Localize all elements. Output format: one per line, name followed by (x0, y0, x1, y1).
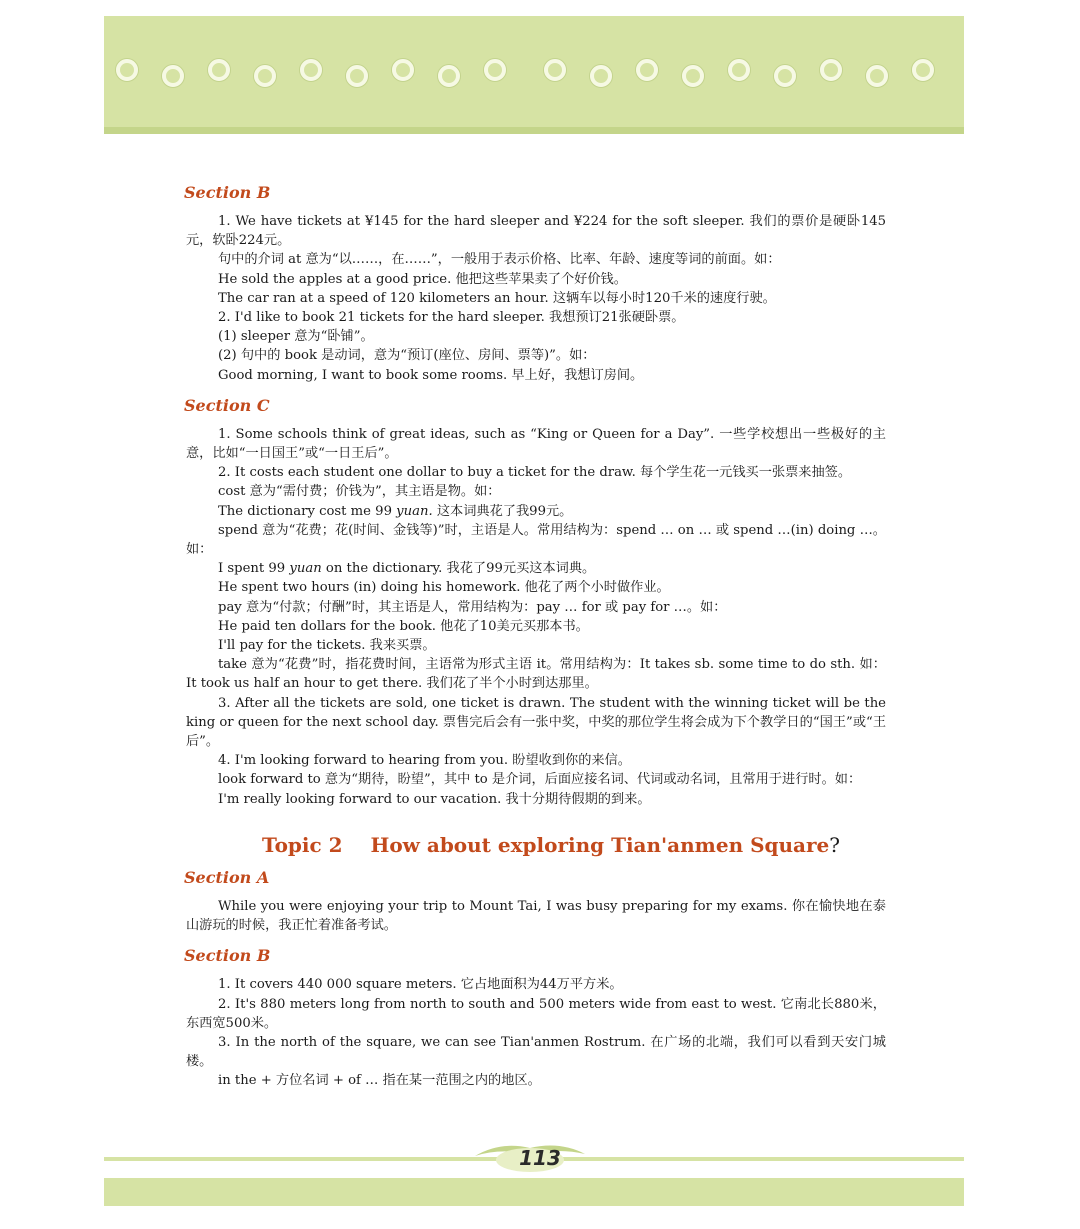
header-divider (104, 127, 964, 134)
example-sentence: Good morning, I want to book some rooms. 早上好，我想订房间。 (218, 367, 644, 383)
topic-label: Topic 2 (262, 832, 343, 857)
example-sentence: He spent two hours (in) doing his homework. 他花了两个小时做作业。 (218, 580, 670, 596)
paragraph: 1. It covers 440 000 square meters. 它占地面积为44万平方米。 (218, 977, 623, 993)
paragraph: (2) 句中的 book 是动词，意为“预订(座位、房间、票等)”。如： (218, 348, 596, 364)
example-sentence: The car ran at a speed of 120 kilometers an hour. 这辆车以每小时120千米的速度行驶。 (218, 290, 776, 306)
ring-icon (774, 65, 796, 87)
paragraph: 句中的介词 at 意为“以……，在……”，一般用于表示价格、比率、年龄、速度等词的前面。如： (218, 252, 781, 268)
ring-icon (820, 59, 842, 81)
paragraph: 3. In the north of the square, we can see Tian'anmen Rostrum. 在广场的北端，我们可以看到天安门城楼。 (186, 1034, 886, 1070)
ring-icon (208, 59, 230, 81)
ring-icon (682, 65, 704, 87)
example-sentence: I'm really looking forward to our vacation. 我十分期待假期的到来。 (218, 791, 651, 807)
text-run: 这本词典花了我99元。 (436, 503, 573, 519)
text-run: I spent 99 (218, 561, 286, 577)
paragraph: pay 意为“付款；付酬”时，其主语是人，常用结构为：pay … for 或 pay for …。如： (218, 599, 727, 615)
paragraph: 3. After all the tickets are sold, one ticket is drawn. The student with the winning ticket will be the king or queen for the next school day. 票售完后会有一张中奖，中奖的那位学生将会成为下个教学日的“国王”或“王后”。 (186, 695, 886, 750)
section-heading: Section B (184, 183, 271, 202)
section-heading: Section A (184, 867, 270, 887)
example-sentence (186, 502, 886, 521)
ring-icon (254, 65, 276, 87)
ring-icon (544, 59, 566, 81)
ring-icon (116, 59, 138, 81)
ring-icon (300, 59, 322, 81)
example-sentence: He paid ten dollars for the book. 他花了10美元买那本书。 (218, 618, 589, 634)
ring-icon (590, 65, 612, 87)
paragraph: 2. It costs each student one dollar to buy a ticket for the draw. 每个学生花一元钱买一张票来抽签。 (218, 465, 852, 481)
paragraph: 4. I'm looking forward to hearing from you. 盼望收到你的来信。 (218, 753, 631, 769)
page-content (186, 176, 886, 1091)
page-number: 113 (519, 1146, 561, 1170)
topic-title (262, 831, 886, 859)
ring-icon (866, 65, 888, 87)
example-sentence: He sold the apples at a good price. 他把这些苹果卖了个好价钱。 (218, 271, 627, 287)
ring-icon (636, 59, 658, 81)
paragraph: 2. I'd like to book 21 tickets for the hard sleeper. 我想预订21张硬卧票。 (218, 310, 685, 326)
paragraph: in the + 方位名词 + of … 指在某一范围之内的地区。 (218, 1073, 541, 1089)
section-heading: Section B (184, 946, 271, 966)
paragraph: take 意为“花费”时，指花费时间，主语常为形式主语 it。常用结构为：It takes sb. some time to do sth. 如：It took us half an hour to get there. 我们花了半个小时到达那里。 (186, 657, 886, 692)
paragraph: (1) sleeper 意为“卧铺”。 (218, 329, 374, 345)
paragraph: While you were enjoying your trip to Mount Tai, I was busy preparing for my exams. 你在愉快地在泰山游玩的时候，我正忙着准备考试。 (186, 898, 886, 934)
italic-word: yuan (289, 561, 322, 577)
ring-icon (438, 65, 460, 87)
ring-icon (392, 59, 414, 81)
paragraph: spend 意为“花费；花(时间、金钱等)”时，主语是人。常用结构为：spend … on … 或 spend …(in) doing …。如： (186, 522, 886, 558)
paragraph: 2. It's 880 meters long from north to south and 500 meters wide from east to west. 它南北长880米，东西宽500米。 (186, 996, 886, 1031)
ring-icon (484, 59, 506, 81)
topic-heading: How about exploring Tian'anmen Square (370, 832, 830, 857)
example-sentence: I'll pay for the tickets. 我来买票。 (218, 638, 436, 654)
paragraph: cost 意为“需付费；价钱为”，其主语是物。如： (218, 484, 501, 500)
decorative-rings (104, 55, 964, 95)
text-run: The dictionary cost me 99 (218, 503, 392, 519)
ring-icon (912, 59, 934, 81)
ring-icon (728, 59, 750, 81)
text-run: on the dictionary. 我花了99元买这本词典。 (325, 561, 596, 577)
section-heading: Section C (184, 395, 270, 415)
footer-band (104, 1178, 964, 1206)
italic-word: yuan. (396, 503, 433, 519)
ring-icon (162, 65, 184, 87)
topic-question-mark: ? (829, 832, 840, 857)
paragraph: 1. Some schools think of great ideas, such as “King or Queen for a Day”. 一些学校想出一些极好的主意，比如“一日国王”或“一日王后”。 (186, 426, 886, 462)
example-sentence (186, 559, 886, 578)
ring-icon (346, 65, 368, 87)
paragraph: look forward to 意为“期待，盼望”，其中 to 是介词，后面应接名词、代词或动名词，且常用于进行时。如： (218, 772, 862, 788)
paragraph: 1. We have tickets at ¥145 for the hard sleeper and ¥224 for the soft sleeper. 我们的票价是硬卧145元，软卧224元。 (186, 214, 886, 249)
